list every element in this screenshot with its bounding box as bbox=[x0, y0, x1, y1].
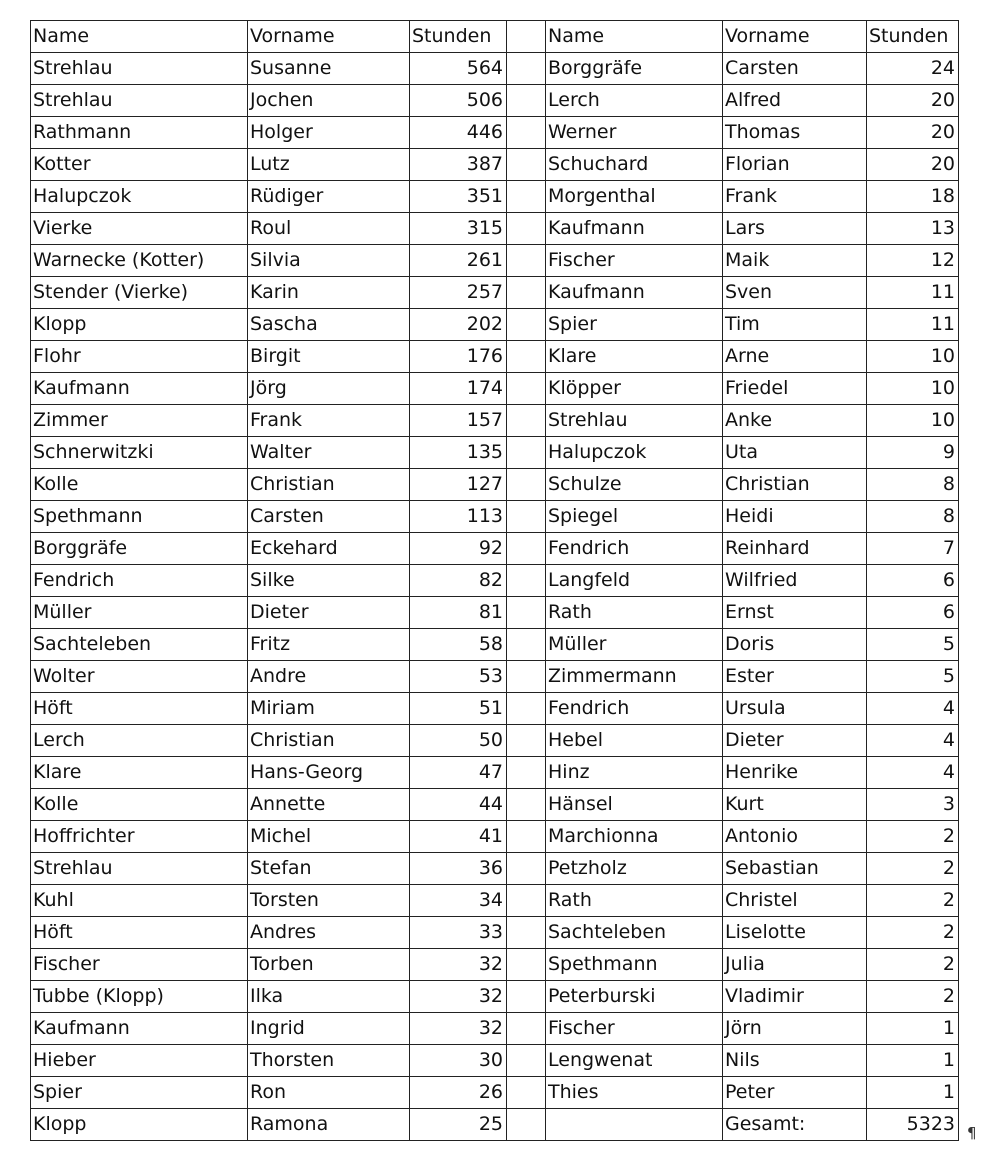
right-stunden-cell: 2 bbox=[867, 885, 959, 917]
right-name-cell: Spier bbox=[546, 309, 723, 341]
left-vorname-cell: Michel bbox=[248, 821, 410, 853]
left-vorname-cell: Silke bbox=[248, 565, 410, 597]
right-name-cell: Lengwenat bbox=[546, 1045, 723, 1077]
gap-column-cell bbox=[507, 1109, 546, 1141]
right-vorname-cell: Alfred bbox=[723, 85, 867, 117]
table-row bbox=[31, 309, 959, 341]
table-row bbox=[31, 789, 959, 821]
right-vorname-cell: Frank bbox=[723, 181, 867, 213]
gap-column-cell bbox=[507, 1077, 546, 1109]
right-stunden-cell: 4 bbox=[867, 693, 959, 725]
left-vorname-cell: Holger bbox=[248, 117, 410, 149]
table-row bbox=[31, 853, 959, 885]
right-vorname-cell: Maik bbox=[723, 245, 867, 277]
left-vorname-cell: Roul bbox=[248, 213, 410, 245]
left-vorname-cell: Jörg bbox=[248, 373, 410, 405]
gap-column-cell bbox=[507, 949, 546, 981]
table-row bbox=[31, 629, 959, 661]
gap-column-cell bbox=[507, 21, 546, 53]
right-name-cell: Fischer bbox=[546, 245, 723, 277]
gap-column-cell bbox=[507, 245, 546, 277]
left-stunden-cell: 34 bbox=[410, 885, 507, 917]
right-stunden-cell: 2 bbox=[867, 981, 959, 1013]
left-name-cell: Halupczok bbox=[31, 181, 248, 213]
table-row bbox=[31, 917, 959, 949]
right-vorname-cell: Doris bbox=[723, 629, 867, 661]
gap-column-cell bbox=[507, 437, 546, 469]
right-vorname-cell: Sven bbox=[723, 277, 867, 309]
left-name-cell: Lerch bbox=[31, 725, 248, 757]
gap-column-cell bbox=[507, 277, 546, 309]
left-stunden-cell: 58 bbox=[410, 629, 507, 661]
table-row bbox=[31, 1013, 959, 1045]
left-stunden-cell: 387 bbox=[410, 149, 507, 181]
right-stunden-cell: 20 bbox=[867, 149, 959, 181]
table-row bbox=[31, 757, 959, 789]
left-stunden-cell: 113 bbox=[410, 501, 507, 533]
table-row bbox=[31, 437, 959, 469]
left-name-cell: Fischer bbox=[31, 949, 248, 981]
right-stunden-cell: 1 bbox=[867, 1045, 959, 1077]
left-vorname-cell: Ilka bbox=[248, 981, 410, 1013]
left-stunden-cell: 127 bbox=[410, 469, 507, 501]
right-vorname-cell: Christian bbox=[723, 469, 867, 501]
gap-column-cell bbox=[507, 149, 546, 181]
left-name-cell: Spier bbox=[31, 1077, 248, 1109]
left-vorname-cell: Hans-Georg bbox=[248, 757, 410, 789]
gap-column-cell bbox=[507, 693, 546, 725]
right-name-cell: Hebel bbox=[546, 725, 723, 757]
left-stunden-cell: 446 bbox=[410, 117, 507, 149]
right-vorname-cell: Christel bbox=[723, 885, 867, 917]
gap-column-cell bbox=[507, 789, 546, 821]
right-stunden-cell: 11 bbox=[867, 309, 959, 341]
left-name-cell: Strehlau bbox=[31, 853, 248, 885]
left-name-cell: Kaufmann bbox=[31, 373, 248, 405]
table-row bbox=[31, 981, 959, 1013]
gap-column-cell bbox=[507, 533, 546, 565]
table-row bbox=[31, 885, 959, 917]
gap-column-cell bbox=[507, 821, 546, 853]
right-stunden-cell: 5323 bbox=[867, 1109, 959, 1141]
right-stunden-cell: 10 bbox=[867, 341, 959, 373]
right-stunden-cell: 1 bbox=[867, 1013, 959, 1045]
right-vorname-cell: Henrike bbox=[723, 757, 867, 789]
header-stunden-left: Stunden bbox=[410, 21, 507, 53]
table-row bbox=[31, 469, 959, 501]
right-name-cell: Morgenthal bbox=[546, 181, 723, 213]
table-row bbox=[31, 53, 959, 85]
right-vorname-cell: Antonio bbox=[723, 821, 867, 853]
table-row bbox=[31, 277, 959, 309]
right-name-cell: Klöpper bbox=[546, 373, 723, 405]
table-row bbox=[31, 949, 959, 981]
left-stunden-cell: 564 bbox=[410, 53, 507, 85]
gap-column-cell bbox=[507, 565, 546, 597]
right-name-cell: Marchionna bbox=[546, 821, 723, 853]
left-name-cell: Fendrich bbox=[31, 565, 248, 597]
table-row bbox=[31, 1077, 959, 1109]
left-stunden-cell: 257 bbox=[410, 277, 507, 309]
table-row bbox=[31, 373, 959, 405]
right-stunden-cell: 3 bbox=[867, 789, 959, 821]
right-stunden-cell: 6 bbox=[867, 597, 959, 629]
right-name-cell: Zimmermann bbox=[546, 661, 723, 693]
right-vorname-cell: Ursula bbox=[723, 693, 867, 725]
left-name-cell: Schnerwitzki bbox=[31, 437, 248, 469]
left-vorname-cell: Fritz bbox=[248, 629, 410, 661]
gap-column-cell bbox=[507, 373, 546, 405]
right-name-cell: Langfeld bbox=[546, 565, 723, 597]
table-row bbox=[31, 1109, 959, 1141]
left-name-cell: Hieber bbox=[31, 1045, 248, 1077]
left-vorname-cell: Rüdiger bbox=[248, 181, 410, 213]
gap-column-cell bbox=[507, 53, 546, 85]
gap-column-cell bbox=[507, 501, 546, 533]
right-vorname-cell: Carsten bbox=[723, 53, 867, 85]
right-vorname-cell: Ernst bbox=[723, 597, 867, 629]
right-name-cell: Peterburski bbox=[546, 981, 723, 1013]
right-stunden-cell: 9 bbox=[867, 437, 959, 469]
right-stunden-cell: 8 bbox=[867, 469, 959, 501]
gap-column-cell bbox=[507, 309, 546, 341]
right-stunden-cell: 18 bbox=[867, 181, 959, 213]
left-vorname-cell: Sascha bbox=[248, 309, 410, 341]
right-name-cell: Strehlau bbox=[546, 405, 723, 437]
right-stunden-cell: 1 bbox=[867, 1077, 959, 1109]
left-name-cell: Klopp bbox=[31, 1109, 248, 1141]
right-name-cell: Fendrich bbox=[546, 693, 723, 725]
left-vorname-cell: Carsten bbox=[248, 501, 410, 533]
gap-column-cell bbox=[507, 757, 546, 789]
left-name-cell: Vierke bbox=[31, 213, 248, 245]
right-stunden-cell: 8 bbox=[867, 501, 959, 533]
left-stunden-cell: 92 bbox=[410, 533, 507, 565]
gap-column-cell bbox=[507, 85, 546, 117]
right-name-cell: Hinz bbox=[546, 757, 723, 789]
left-name-cell: Kaufmann bbox=[31, 1013, 248, 1045]
right-name-cell: Kaufmann bbox=[546, 213, 723, 245]
right-vorname-cell: Peter bbox=[723, 1077, 867, 1109]
right-vorname-cell: Ester bbox=[723, 661, 867, 693]
left-stunden-cell: 30 bbox=[410, 1045, 507, 1077]
right-name-cell: Borggräfe bbox=[546, 53, 723, 85]
left-vorname-cell: Christian bbox=[248, 469, 410, 501]
right-stunden-cell: 5 bbox=[867, 629, 959, 661]
right-name-cell: Fendrich bbox=[546, 533, 723, 565]
table-row bbox=[31, 693, 959, 725]
right-vorname-cell: Kurt bbox=[723, 789, 867, 821]
left-vorname-cell: Annette bbox=[248, 789, 410, 821]
right-name-cell bbox=[546, 1109, 723, 1141]
left-stunden-cell: 315 bbox=[410, 213, 507, 245]
left-name-cell: Klopp bbox=[31, 309, 248, 341]
right-vorname-cell: Florian bbox=[723, 149, 867, 181]
left-name-cell: Kolle bbox=[31, 469, 248, 501]
gap-column-cell bbox=[507, 117, 546, 149]
right-stunden-cell: 7 bbox=[867, 533, 959, 565]
right-stunden-cell: 2 bbox=[867, 821, 959, 853]
left-vorname-cell: Andre bbox=[248, 661, 410, 693]
left-vorname-cell: Eckehard bbox=[248, 533, 410, 565]
right-name-cell: Lerch bbox=[546, 85, 723, 117]
right-vorname-cell: Nils bbox=[723, 1045, 867, 1077]
left-vorname-cell: Ramona bbox=[248, 1109, 410, 1141]
gap-column-cell bbox=[507, 725, 546, 757]
left-vorname-cell: Torsten bbox=[248, 885, 410, 917]
left-name-cell: Höft bbox=[31, 917, 248, 949]
table-row bbox=[31, 181, 959, 213]
right-stunden-cell: 24 bbox=[867, 53, 959, 85]
right-vorname-cell: Reinhard bbox=[723, 533, 867, 565]
left-vorname-cell: Torben bbox=[248, 949, 410, 981]
right-stunden-cell: 20 bbox=[867, 85, 959, 117]
left-name-cell: Stender (Vierke) bbox=[31, 277, 248, 309]
left-name-cell: Kuhl bbox=[31, 885, 248, 917]
right-vorname-cell: Vladimir bbox=[723, 981, 867, 1013]
right-stunden-cell: 12 bbox=[867, 245, 959, 277]
left-name-cell: Zimmer bbox=[31, 405, 248, 437]
left-name-cell: Höft bbox=[31, 693, 248, 725]
left-stunden-cell: 33 bbox=[410, 917, 507, 949]
right-vorname-cell: Jörn bbox=[723, 1013, 867, 1045]
table-row bbox=[31, 245, 959, 277]
gap-column-cell bbox=[507, 629, 546, 661]
gap-column-cell bbox=[507, 1013, 546, 1045]
gap-column-cell bbox=[507, 981, 546, 1013]
right-name-cell: Schulze bbox=[546, 469, 723, 501]
left-vorname-cell: Birgit bbox=[248, 341, 410, 373]
left-name-cell: Tubbe (Klopp) bbox=[31, 981, 248, 1013]
header-stunden-right: Stunden bbox=[867, 21, 959, 53]
right-stunden-cell: 11 bbox=[867, 277, 959, 309]
left-vorname-cell: Lutz bbox=[248, 149, 410, 181]
left-name-cell: Kolle bbox=[31, 789, 248, 821]
table-row bbox=[31, 597, 959, 629]
table-row bbox=[31, 405, 959, 437]
right-vorname-cell: Tim bbox=[723, 309, 867, 341]
hours-table-body bbox=[31, 21, 959, 1141]
left-stunden-cell: 50 bbox=[410, 725, 507, 757]
right-name-cell: Müller bbox=[546, 629, 723, 661]
left-vorname-cell: Ingrid bbox=[248, 1013, 410, 1045]
left-vorname-cell: Frank bbox=[248, 405, 410, 437]
right-name-cell: Sachteleben bbox=[546, 917, 723, 949]
left-stunden-cell: 351 bbox=[410, 181, 507, 213]
right-stunden-cell: 4 bbox=[867, 757, 959, 789]
table-row bbox=[31, 661, 959, 693]
left-stunden-cell: 202 bbox=[410, 309, 507, 341]
left-name-cell: Hoffrichter bbox=[31, 821, 248, 853]
header-row bbox=[31, 21, 959, 53]
right-name-cell: Werner bbox=[546, 117, 723, 149]
left-stunden-cell: 32 bbox=[410, 949, 507, 981]
right-stunden-cell: 13 bbox=[867, 213, 959, 245]
right-vorname-cell: Wilfried bbox=[723, 565, 867, 597]
right-stunden-cell: 10 bbox=[867, 405, 959, 437]
left-stunden-cell: 53 bbox=[410, 661, 507, 693]
left-stunden-cell: 36 bbox=[410, 853, 507, 885]
right-stunden-cell: 5 bbox=[867, 661, 959, 693]
gap-column-cell bbox=[507, 469, 546, 501]
right-name-cell: Hänsel bbox=[546, 789, 723, 821]
header-vorname-right: Vorname bbox=[723, 21, 867, 53]
right-name-cell: Fischer bbox=[546, 1013, 723, 1045]
right-vorname-cell: Arne bbox=[723, 341, 867, 373]
header-name-left: Name bbox=[31, 21, 248, 53]
gap-column-cell bbox=[507, 885, 546, 917]
right-vorname-cell: Thomas bbox=[723, 117, 867, 149]
left-vorname-cell: Dieter bbox=[248, 597, 410, 629]
gap-column-cell bbox=[507, 341, 546, 373]
left-vorname-cell: Thorsten bbox=[248, 1045, 410, 1077]
table-row bbox=[31, 213, 959, 245]
left-stunden-cell: 81 bbox=[410, 597, 507, 629]
left-name-cell: Wolter bbox=[31, 661, 248, 693]
right-vorname-cell: Gesamt: bbox=[723, 1109, 867, 1141]
right-name-cell: Halupczok bbox=[546, 437, 723, 469]
paragraph-mark: ¶ bbox=[967, 1124, 977, 1142]
left-vorname-cell: Andres bbox=[248, 917, 410, 949]
header-vorname-left: Vorname bbox=[248, 21, 410, 53]
right-vorname-cell: Dieter bbox=[723, 725, 867, 757]
left-vorname-cell: Miriam bbox=[248, 693, 410, 725]
left-name-cell: Rathmann bbox=[31, 117, 248, 149]
right-stunden-cell: 20 bbox=[867, 117, 959, 149]
left-stunden-cell: 26 bbox=[410, 1077, 507, 1109]
right-vorname-cell: Lars bbox=[723, 213, 867, 245]
gap-column-cell bbox=[507, 917, 546, 949]
right-stunden-cell: 2 bbox=[867, 853, 959, 885]
left-stunden-cell: 135 bbox=[410, 437, 507, 469]
left-vorname-cell: Jochen bbox=[248, 85, 410, 117]
left-stunden-cell: 32 bbox=[410, 1013, 507, 1045]
right-name-cell: Spiegel bbox=[546, 501, 723, 533]
left-name-cell: Strehlau bbox=[31, 53, 248, 85]
left-stunden-cell: 82 bbox=[410, 565, 507, 597]
left-name-cell: Flohr bbox=[31, 341, 248, 373]
left-name-cell: Klare bbox=[31, 757, 248, 789]
left-stunden-cell: 51 bbox=[410, 693, 507, 725]
table-row bbox=[31, 533, 959, 565]
left-name-cell: Warnecke (Kotter) bbox=[31, 245, 248, 277]
header-name-right: Name bbox=[546, 21, 723, 53]
gap-column-cell bbox=[507, 597, 546, 629]
left-vorname-cell: Christian bbox=[248, 725, 410, 757]
right-stunden-cell: 2 bbox=[867, 917, 959, 949]
hours-table bbox=[30, 20, 959, 1141]
table-row bbox=[31, 821, 959, 853]
right-name-cell: Schuchard bbox=[546, 149, 723, 181]
left-stunden-cell: 506 bbox=[410, 85, 507, 117]
right-vorname-cell: Anke bbox=[723, 405, 867, 437]
right-name-cell: Rath bbox=[546, 885, 723, 917]
left-vorname-cell: Susanne bbox=[248, 53, 410, 85]
gap-column-cell bbox=[507, 405, 546, 437]
right-vorname-cell: Heidi bbox=[723, 501, 867, 533]
left-vorname-cell: Walter bbox=[248, 437, 410, 469]
left-name-cell: Müller bbox=[31, 597, 248, 629]
table-row bbox=[31, 117, 959, 149]
left-stunden-cell: 41 bbox=[410, 821, 507, 853]
left-vorname-cell: Stefan bbox=[248, 853, 410, 885]
left-stunden-cell: 261 bbox=[410, 245, 507, 277]
left-name-cell: Strehlau bbox=[31, 85, 248, 117]
gap-column-cell bbox=[507, 853, 546, 885]
left-name-cell: Kotter bbox=[31, 149, 248, 181]
left-stunden-cell: 32 bbox=[410, 981, 507, 1013]
right-name-cell: Thies bbox=[546, 1077, 723, 1109]
right-name-cell: Spethmann bbox=[546, 949, 723, 981]
right-vorname-cell: Liselotte bbox=[723, 917, 867, 949]
left-name-cell: Borggräfe bbox=[31, 533, 248, 565]
gap-column-cell bbox=[507, 661, 546, 693]
right-stunden-cell: 2 bbox=[867, 949, 959, 981]
table-row bbox=[31, 565, 959, 597]
table-row bbox=[31, 149, 959, 181]
right-name-cell: Petzholz bbox=[546, 853, 723, 885]
table-row bbox=[31, 725, 959, 757]
right-stunden-cell: 4 bbox=[867, 725, 959, 757]
left-stunden-cell: 176 bbox=[410, 341, 507, 373]
gap-column-cell bbox=[507, 181, 546, 213]
left-stunden-cell: 25 bbox=[410, 1109, 507, 1141]
left-stunden-cell: 44 bbox=[410, 789, 507, 821]
right-stunden-cell: 6 bbox=[867, 565, 959, 597]
table-row bbox=[31, 341, 959, 373]
right-name-cell: Rath bbox=[546, 597, 723, 629]
left-stunden-cell: 47 bbox=[410, 757, 507, 789]
right-vorname-cell: Uta bbox=[723, 437, 867, 469]
left-vorname-cell: Ron bbox=[248, 1077, 410, 1109]
right-name-cell: Klare bbox=[546, 341, 723, 373]
left-stunden-cell: 157 bbox=[410, 405, 507, 437]
left-vorname-cell: Karin bbox=[248, 277, 410, 309]
right-stunden-cell: 10 bbox=[867, 373, 959, 405]
table-row bbox=[31, 85, 959, 117]
gap-column-cell bbox=[507, 1045, 546, 1077]
left-name-cell: Sachteleben bbox=[31, 629, 248, 661]
right-vorname-cell: Julia bbox=[723, 949, 867, 981]
table-row bbox=[31, 501, 959, 533]
table-row bbox=[31, 1045, 959, 1077]
right-vorname-cell: Friedel bbox=[723, 373, 867, 405]
right-name-cell: Kaufmann bbox=[546, 277, 723, 309]
gap-column-cell bbox=[507, 213, 546, 245]
left-stunden-cell: 174 bbox=[410, 373, 507, 405]
left-name-cell: Spethmann bbox=[31, 501, 248, 533]
right-vorname-cell: Sebastian bbox=[723, 853, 867, 885]
left-vorname-cell: Silvia bbox=[248, 245, 410, 277]
